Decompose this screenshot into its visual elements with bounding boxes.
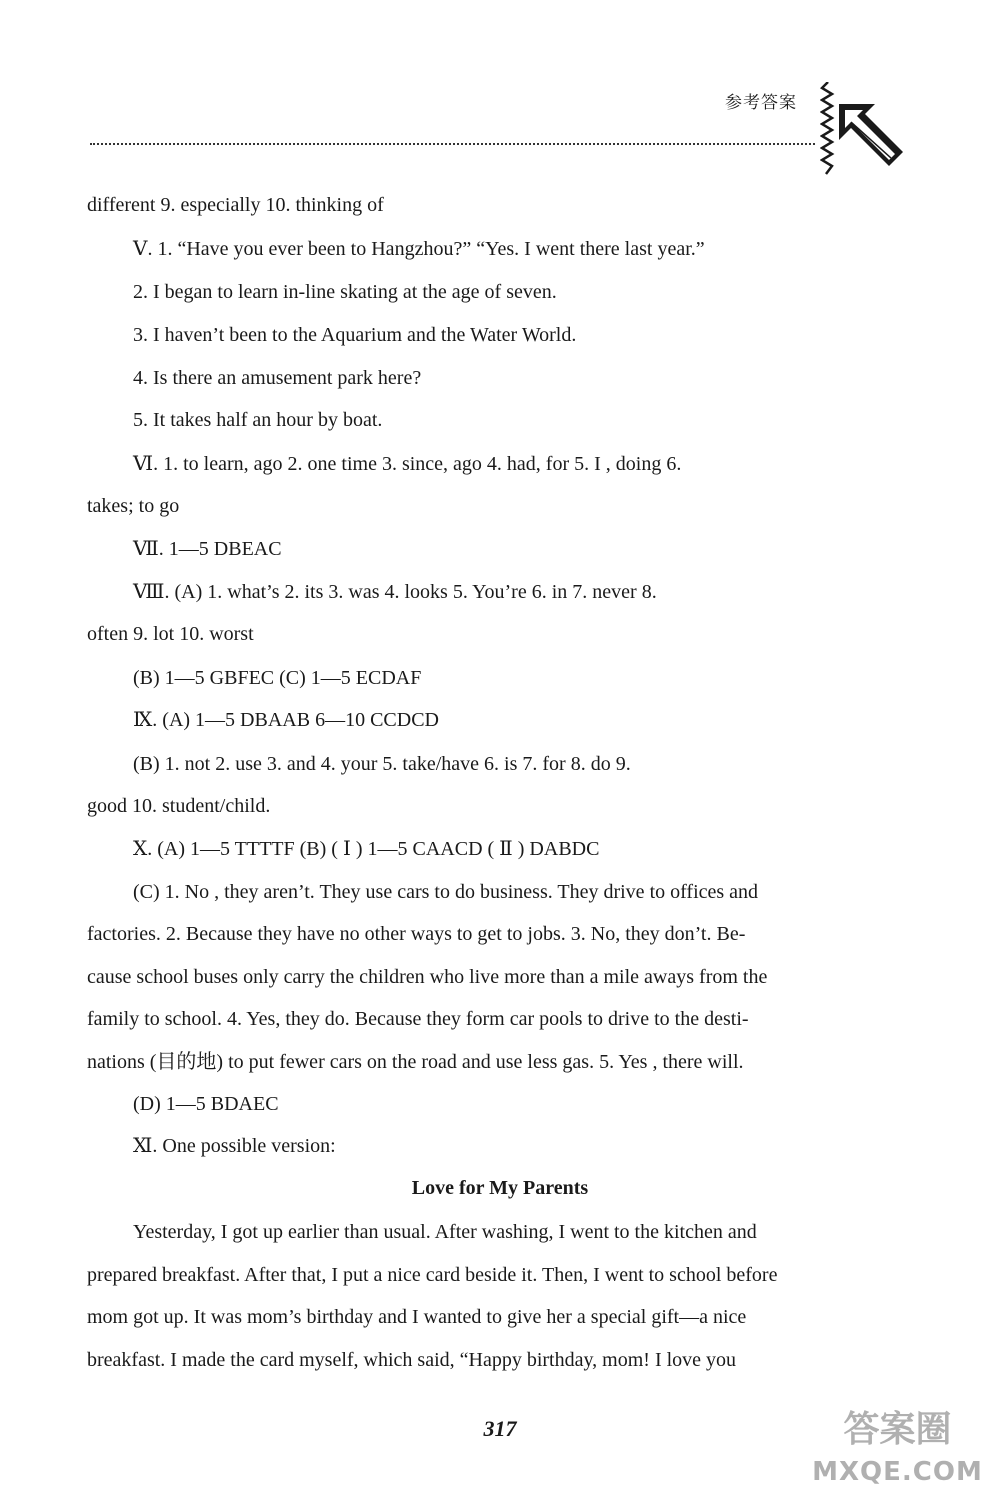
answer-line: Ⅴ. 1. “Have you ever been to Hangzhou?” “Yes. I went there last year.” [133,238,705,260]
essay-title: Love for My Parents [411,1177,589,1199]
answer-line: takes; to go [87,495,180,517]
page-number: 317 [483,1416,517,1441]
arrow-icon [835,100,907,172]
watermark-logo-text: 答案圈 [843,1409,952,1450]
answer-line: family to school. 4. Yes, they do. Because they form car pools to drive to the desti- [87,1008,749,1030]
header-label: 参考答案 [725,93,797,113]
answer-line: 3. I haven’t been to the Aquarium and the Water World. [133,324,577,346]
answer-line: 2. I began to learn in-line skating at the age of seven. [133,281,557,303]
answer-line: (C) 1. No , they aren’t. They use cars to do business. They drive to offices and [133,881,759,903]
answer-line: different 9. especially 10. thinking of [87,194,384,216]
answer-line: 4. Is there an amusement park here? [133,367,422,389]
essay-line: mom got up. It was mom’s birthday and I wanted to give her a special gift—a nice [87,1306,747,1328]
zigzag-border-decoration [820,82,836,177]
answer-line: factories. 2. Because they have no other ways to get to jobs. 3. No, they don’t. Be- [87,923,746,945]
answer-line: Ⅶ. 1—5 DBEAC [133,538,282,560]
watermark [800,1405,995,1505]
answer-line: (D) 1—5 BDAEC [133,1093,279,1115]
watermark-domain: MXQE.COM [812,1457,983,1487]
answer-line: Ⅷ. (A) 1. what’s 2. its 3. was 4. looks 5. You’re 6. in 7. never 8. [133,581,657,603]
essay-line: prepared breakfast. After that, I put a nice card beside it. Then, I went to school before [87,1264,778,1286]
essay-line: breakfast. I made the card myself, which said, “Happy birthday, mom! I love you [87,1349,737,1371]
answer-line: (B) 1. not 2. use 3. and 4. your 5. take/have 6. is 7. for 8. do 9. [133,753,631,775]
answer-line: Ⅵ. 1. to learn, ago 2. one time 3. since, ago 4. had, for 5. I , doing 6. [133,453,682,475]
answer-line: 5. It takes half an hour by boat. [133,409,383,431]
answer-line: often 9. lot 10. worst [87,623,254,645]
essay-line: Yesterday, I got up earlier than usual. After washing, I went to the kitchen and [133,1221,757,1243]
answer-line: nations (目的地) to put fewer cars on the road and use less gas. 5. Yes , there will. [87,1051,744,1073]
answer-line: Ⅹ. (A) 1—5 TTTTF (B) ( Ⅰ ) 1—5 CAACD ( Ⅱ ) DABDC [133,838,600,860]
header-dotted-rule [90,143,815,145]
answer-line: Ⅺ. One possible version: [133,1135,336,1157]
answer-line: cause school buses only carry the children who live more than a mile aways from the [87,966,768,988]
answer-line: Ⅸ. (A) 1—5 DBAAB 6—10 CCDCD [133,709,439,731]
answer-line: (B) 1—5 GBFEC (C) 1—5 ECDAF [133,667,422,689]
answer-line: good 10. student/child. [87,795,271,817]
